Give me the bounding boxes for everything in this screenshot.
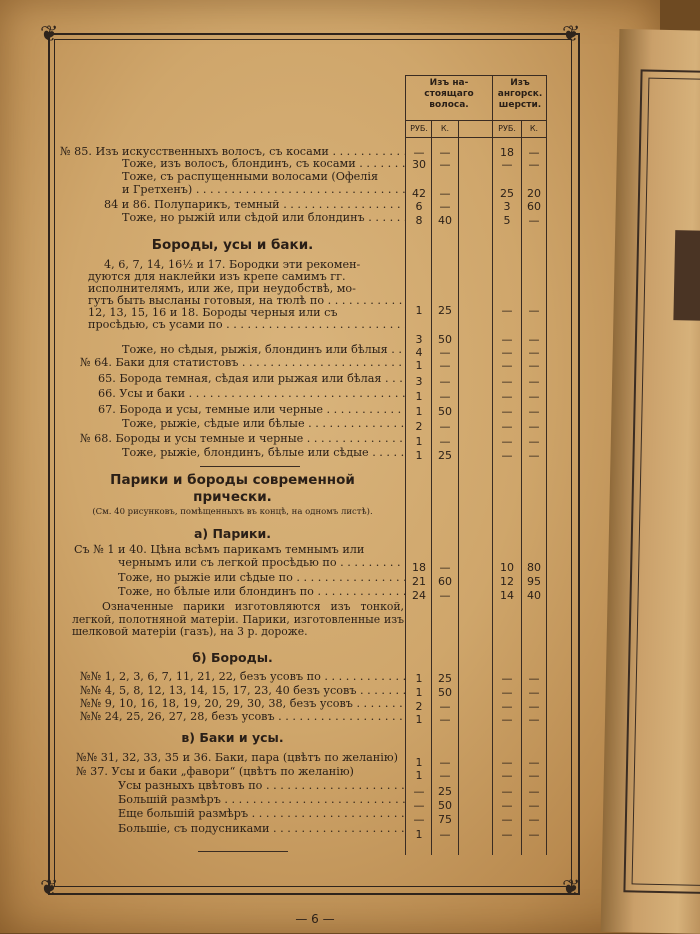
table-rule	[458, 120, 459, 855]
price-cell: —	[528, 405, 540, 418]
price-cell: 1	[415, 686, 423, 699]
price-cell: —	[501, 769, 513, 782]
price-row: Усы разныхъ цвѣтовъ по . . .	[118, 780, 405, 792]
price-cell: —	[501, 828, 513, 841]
price-row: № 85. Изъ искусственныхъ волосъ, съ косами . . .	[60, 146, 405, 158]
subsection-title: в) Баки и усы.	[181, 730, 284, 745]
price-cell: —	[413, 799, 425, 812]
table-rule	[431, 120, 432, 855]
price-cell: —	[439, 420, 451, 433]
price-cell: —	[413, 146, 425, 159]
price-row: 12, 13, 15, 16 и 18. Бороды черныя или съ	[88, 307, 338, 319]
price-cell: 25	[500, 187, 514, 200]
table-rule	[546, 75, 547, 855]
price-cell: 95	[527, 575, 541, 588]
price-cell: 1	[415, 756, 423, 769]
price-cell: 60	[527, 200, 541, 213]
price-cell: —	[501, 390, 513, 403]
price-cell: 2	[415, 420, 423, 433]
price-row: Еще большій размѣръ . . .	[118, 808, 405, 820]
price-cell: 21	[412, 575, 426, 588]
price-row: №№ 9, 10, 16, 18, 19, 20, 29, 30, 38, безъ усовъ . . .	[80, 698, 405, 710]
price-row: №№ 1, 2, 3, 6, 7, 11, 21, 22, безъ усовъ по . . .	[80, 671, 405, 683]
price-cell: —	[528, 420, 540, 433]
price-cell: 10	[500, 561, 514, 574]
price-row: Тоже, но сѣдыя, рыжія, блондинъ или бѣлыя . . .	[122, 344, 405, 356]
price-cell: —	[501, 359, 513, 372]
table-rule	[405, 75, 546, 76]
price-row: 67. Борода и усы, темные или черные . . .	[98, 404, 405, 416]
price-cell: 3	[503, 200, 511, 213]
section-divider	[200, 466, 300, 467]
column-header-rub: РУБ.	[410, 124, 428, 133]
price-cell: —	[501, 304, 513, 317]
price-row: исполнителямъ, или же, при неудобствѣ, мо-	[88, 283, 356, 295]
price-row: дуются для наклейки изъ крепе самимъ гг.	[88, 271, 346, 283]
price-cell: —	[413, 813, 425, 826]
price-cell: —	[439, 146, 451, 159]
price-cell: 40	[527, 589, 541, 602]
price-cell: 25	[438, 672, 452, 685]
price-row: Большій размѣръ . . .	[118, 794, 405, 806]
price-cell: —	[501, 672, 513, 685]
table-rule	[521, 120, 522, 855]
adjacent-page-illustration	[673, 230, 700, 321]
price-cell: —	[439, 187, 451, 200]
price-cell: 40	[438, 214, 452, 227]
price-cell: —	[528, 828, 540, 841]
price-cell: —	[528, 333, 540, 346]
price-row: № 68. Бороды и усы темные и черные . . .	[80, 433, 405, 445]
price-cell: 42	[412, 187, 426, 200]
price-cell: —	[501, 700, 513, 713]
price-cell: —	[501, 686, 513, 699]
price-cell: —	[439, 200, 451, 213]
price-cell: 2	[415, 700, 423, 713]
corner-ornament-icon: ❦	[562, 22, 581, 47]
price-row: Тоже, рыжіе, блондинъ, бѣлые или сѣдые . . .	[122, 447, 405, 459]
price-cell: —	[501, 405, 513, 418]
price-cell: —	[439, 435, 451, 448]
price-cell: 1	[415, 435, 423, 448]
price-cell: 24	[412, 589, 426, 602]
price-cell: 25	[438, 304, 452, 317]
price-row: Тоже, изъ волосъ, блондинъ, съ косами . . .	[122, 158, 405, 170]
price-row: Тоже, рыжіе, сѣдые или бѣлые . . .	[122, 418, 405, 430]
price-cell: —	[528, 700, 540, 713]
price-cell: —	[501, 756, 513, 769]
price-cell: 50	[438, 799, 452, 812]
price-cell: —	[528, 756, 540, 769]
price-cell: 1	[415, 405, 423, 418]
price-cell: 4	[415, 346, 423, 359]
price-cell: 18	[412, 561, 426, 574]
price-cell: —	[501, 346, 513, 359]
table-rule	[405, 137, 546, 138]
price-cell: 20	[527, 187, 541, 200]
price-cell: 80	[527, 561, 541, 574]
price-cell: 50	[438, 405, 452, 418]
price-cell: 8	[415, 214, 423, 227]
price-cell: 1	[415, 359, 423, 372]
column-header-angora-wool: Изъ ангорск. шерсти.	[497, 78, 543, 110]
price-cell: 1	[415, 304, 423, 317]
price-cell: 1	[415, 672, 423, 685]
price-row: и Гретхенъ) . . .	[122, 184, 405, 196]
price-row: 66. Усы и баки . . .	[98, 388, 405, 400]
price-cell: 6	[415, 200, 423, 213]
table-rule	[405, 120, 546, 121]
price-row: Тоже, но рыжій или сѣдой или блондинъ . . .	[122, 212, 405, 224]
subsection-title: а) Парики.	[193, 526, 272, 541]
price-cell: —	[528, 713, 540, 726]
price-cell: 18	[500, 146, 514, 159]
corner-ornament-icon: ❦	[40, 876, 59, 901]
column-header-natural-hair: Изъ на- стоящаго волоса.	[424, 78, 474, 110]
price-cell: —	[528, 449, 540, 462]
price-cell: 75	[438, 813, 452, 826]
section-title: Парики и бороды современной	[110, 472, 355, 488]
price-cell: —	[439, 828, 451, 841]
price-cell: —	[501, 375, 513, 388]
table-rule	[405, 75, 406, 855]
column-header-rub: РУБ.	[498, 124, 516, 133]
price-cell: —	[501, 813, 513, 826]
column-header-kop: К.	[529, 124, 539, 133]
section-divider	[198, 851, 288, 852]
price-cell: —	[528, 785, 540, 798]
price-cell: 14	[500, 589, 514, 602]
price-cell: —	[501, 449, 513, 462]
price-cell: —	[528, 799, 540, 812]
price-cell: 5	[503, 214, 511, 227]
price-cell: —	[501, 799, 513, 812]
price-cell: 3	[415, 333, 423, 346]
price-cell: 25	[438, 449, 452, 462]
price-cell: —	[439, 700, 451, 713]
price-cell: —	[439, 561, 451, 574]
price-cell: —	[501, 713, 513, 726]
corner-ornament-icon: ❦	[562, 876, 581, 901]
price-cell: 12	[500, 575, 514, 588]
price-cell: —	[528, 686, 540, 699]
price-row: Тоже, но рыжіе или сѣдые по . . .	[118, 572, 405, 584]
price-cell: —	[501, 420, 513, 433]
price-cell: —	[439, 158, 451, 171]
column-header-kop: К.	[440, 124, 450, 133]
price-row: № 64. Баки для статистовъ . . .	[80, 357, 405, 369]
price-cell: —	[439, 390, 451, 403]
price-cell: 1	[415, 713, 423, 726]
price-cell: —	[439, 346, 451, 359]
price-row: Тоже, но бѣлые или блондинъ по . . .	[118, 586, 405, 598]
price-cell: 50	[438, 333, 452, 346]
price-row: Тоже, съ распущенными волосами (Офелія	[122, 171, 379, 183]
price-cell: —	[528, 304, 540, 317]
page-number: — 6 —	[295, 912, 335, 926]
price-cell: —	[528, 769, 540, 782]
price-cell: —	[528, 346, 540, 359]
subsection-title: б) Бороды.	[192, 650, 273, 665]
price-cell: —	[501, 158, 513, 171]
price-cell: —	[528, 158, 540, 171]
wig-material-note: Означенные парики изготовляются изъ тонкой, легкой, полотняной матеріи. Парики, изготовленные изъ шелковой матеріи (газъ), на 3 р. дороже.	[72, 600, 404, 638]
section-title: прически.	[193, 489, 272, 505]
corner-ornament-icon: ❦	[40, 22, 59, 47]
price-cell: —	[528, 214, 540, 227]
price-cell: —	[439, 589, 451, 602]
price-cell: —	[439, 756, 451, 769]
price-cell: —	[528, 672, 540, 685]
section-note: (См. 40 рисунковъ, помѣщенныхъ въ концѣ, на одномъ листѣ).	[92, 507, 373, 517]
price-cell: 1	[415, 769, 423, 782]
price-cell: —	[501, 333, 513, 346]
price-row: 65. Борода темная, сѣдая или рыжая или бѣлая . . .	[98, 373, 405, 385]
price-cell: 50	[438, 686, 452, 699]
price-cell: 1	[415, 449, 423, 462]
price-row: Большіе, съ подусниками . . .	[118, 823, 405, 835]
price-cell: —	[439, 769, 451, 782]
price-cell: —	[528, 435, 540, 448]
adjacent-page-frame	[623, 69, 700, 894]
price-cell: —	[501, 785, 513, 798]
price-cell: —	[439, 359, 451, 372]
section-title: Бороды, усы и баки.	[151, 237, 314, 253]
price-row: №№ 4, 5, 8, 12, 13, 14, 15, 17, 23, 40 безъ усовъ . . .	[80, 685, 405, 697]
price-cell: —	[501, 435, 513, 448]
price-row: №№ 31, 32, 33, 35 и 36. Баки, пара (цвѣтъ по желанію)	[76, 752, 398, 764]
price-row: № 37. Усы и баки „фавори“ (цвѣтъ по желанію)	[76, 766, 354, 778]
price-cell: —	[528, 375, 540, 388]
price-cell: —	[528, 390, 540, 403]
price-cell: —	[528, 146, 540, 159]
price-row: гутъ быть высланы готовыя, на тюлѣ по . . .	[88, 295, 405, 307]
price-cell: 1	[415, 390, 423, 403]
price-cell: —	[413, 785, 425, 798]
price-row: чернымъ или съ легкой просѣдью по . . .	[118, 557, 405, 569]
price-row: 84 и 86. Полупарикъ, темный . . .	[104, 199, 405, 211]
price-cell: —	[528, 359, 540, 372]
price-cell: 60	[438, 575, 452, 588]
price-cell: 25	[438, 785, 452, 798]
price-row: №№ 24, 25, 26, 27, 28, безъ усовъ . . .	[80, 711, 405, 723]
price-cell: 3	[415, 375, 423, 388]
price-row: Съ № 1 и 40. Цѣна всѣмъ парикамъ темнымъ или	[74, 544, 365, 556]
price-cell: 30	[412, 158, 426, 171]
price-cell: 1	[415, 828, 423, 841]
price-cell: —	[439, 375, 451, 388]
price-row: просѣдью, съ усами по . . .	[88, 319, 405, 331]
price-cell: —	[528, 813, 540, 826]
price-row: 4, 6, 7, 14, 16½ и 17. Бородки эти рекомен-	[104, 259, 361, 271]
price-cell: —	[439, 713, 451, 726]
